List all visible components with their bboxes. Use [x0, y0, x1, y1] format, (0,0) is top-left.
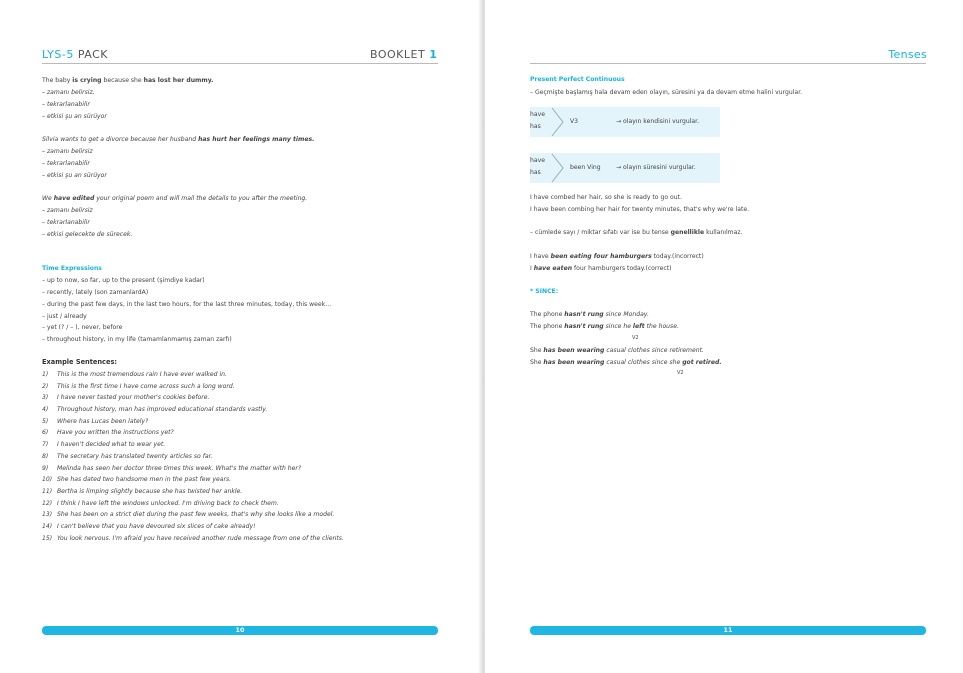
example-sentence-item — [42, 418, 344, 430]
example-text: The secretary has translated twenty articles so far. — [57, 452, 213, 460]
example-text: This is the first time I have come across such a long word. — [57, 382, 235, 390]
example-text: She has dated two handsome men in the past few years. — [57, 476, 232, 484]
example-number: 3) — [42, 394, 49, 402]
section-description: – Geçmişte başlamış hala devam eden olayın, süresini ya da devam etme halini vurgular. — [530, 89, 803, 96]
page-number: 10 — [235, 626, 245, 634]
time-expression-item: – throughout history, in my life (tamamlanmamış zaman zarfı) — [42, 336, 232, 343]
example-number: 1) — [42, 371, 49, 378]
example-correct: I have eaten four hamburgers today.(correct) — [530, 265, 672, 272]
example-text: You look nervous. I'm afraid you have received another rude message from one of the clients. — [57, 534, 344, 542]
example-sentence-item — [42, 383, 344, 395]
time-expression-item: – yet (? / – ), never, before — [42, 324, 123, 331]
example-sentence: I have been combing her hair for twenty minutes, that's why we're late. — [530, 206, 750, 213]
example-sentence-item — [42, 453, 344, 465]
formula-meaning: → olayın süresini vurgular. — [616, 164, 696, 171]
since-example: She has been wearing casual clothes since she got retired. — [530, 359, 722, 366]
example-sentence-item — [42, 500, 344, 512]
formula-meaning: → olayın kendisini vurgular. — [616, 118, 700, 125]
example-sentence-item — [42, 406, 344, 418]
paragraph-3-sentence: We have edited your original poem and will mail the details to you after the meeting. — [42, 195, 308, 202]
paragraph-2-note: – tekrarlanabilir — [42, 160, 90, 167]
paragraph-2-note: – zamanı belirsiz — [42, 148, 93, 155]
header-rule — [530, 63, 926, 64]
example-text: I can't believe that you have devoured six slices of cake already! — [57, 522, 256, 530]
page-number: 11 — [723, 626, 733, 634]
paragraph-1-sentence: The baby is crying because she has lost her dummy. — [42, 77, 214, 84]
example-number: 6) — [42, 429, 49, 437]
example-number: 13) — [42, 511, 53, 519]
header-tenses-title: Tenses — [888, 48, 927, 61]
example-text: She has been on a strict diet during the past few weeks, that's why she looks like a model. — [57, 511, 335, 519]
since-example: The phone hasn't rung since Monday. — [530, 311, 649, 318]
example-sentence-item — [42, 394, 344, 406]
example-sentence-item — [42, 511, 344, 523]
example-number: 4) — [42, 406, 49, 414]
example-number: 10) — [42, 476, 53, 484]
page-footer-bar — [42, 626, 438, 635]
example-number: 9) — [42, 464, 49, 472]
verb-form: V3 — [570, 118, 579, 125]
formula-box-v3 — [530, 107, 720, 137]
example-number: 12) — [42, 499, 53, 507]
example-text: I have never tasted your mother's cookies before. — [57, 394, 210, 402]
example-number: 11) — [42, 487, 53, 495]
paragraph-3-note: – tekrarlanabilir — [42, 219, 90, 226]
example-text: I haven't decided what to wear yet. — [57, 441, 166, 449]
time-expressions-heading: Time Expressions — [42, 265, 102, 272]
time-expression-item: – up to now, so far, up to the present (şimdiye kadar) — [42, 277, 205, 284]
example-text: Have you written the instructions yet? — [57, 429, 174, 437]
example-number: 5) — [42, 417, 49, 425]
example-text: I think I have left the windows unlocked. I'm driving back to check them. — [57, 499, 279, 507]
example-sentence-item — [42, 476, 344, 488]
verb-form-label: V2 — [677, 370, 684, 376]
example-sentence-item — [42, 465, 344, 477]
since-example: The phone hasn't rung since he left the house. — [530, 323, 679, 330]
verb-form: been Ving — [570, 164, 601, 171]
since-example: She has been wearing casual clothes since retirement. — [530, 347, 704, 354]
left-page — [0, 0, 481, 673]
auxiliary-has: has — [530, 169, 541, 176]
example-text: Melinda has seen her doctor three times this week. What's the matter with her? — [57, 464, 302, 472]
paragraph-3-note: – zamanı belirsiz — [42, 207, 93, 214]
paragraph-2-sentence: Silvia wants to get a divorce because her husband has hurt her feelings many times. — [42, 136, 315, 143]
chevron-right-icon — [550, 153, 566, 183]
paragraph-2-note: – etkisi şu an sürüyor — [42, 172, 107, 179]
example-sentence-item — [42, 371, 344, 383]
example-text: Throughout history, man has improved educational standards vastly. — [57, 406, 268, 414]
chevron-right-icon — [550, 107, 566, 137]
time-expression-item: – during the past few days, in the last two hours, for the last three minutes, today, this week… — [42, 301, 332, 308]
example-number: 7) — [42, 441, 49, 449]
paragraph-1-note: – zamanı belirsiz, — [42, 89, 95, 96]
auxiliary-have: have — [530, 111, 545, 118]
header-pack-title: LYS-5 PACK — [42, 48, 108, 61]
right-page — [485, 0, 963, 673]
example-number: 2) — [42, 382, 49, 390]
section-heading: Present Perfect Continuous — [530, 76, 625, 83]
time-expression-item: – just / already — [42, 313, 87, 320]
auxiliary-have: have — [530, 157, 545, 164]
example-text: Where has Lucas been lately? — [57, 417, 149, 425]
verb-form-label: V2 — [632, 335, 639, 341]
since-heading: * SINCE: — [530, 288, 559, 295]
example-sentence-item — [42, 441, 344, 453]
example-text: This is the most tremendous rain I have ever walked in. — [57, 371, 227, 378]
example-sentence-item — [42, 535, 344, 547]
formula-box-been-ving — [530, 153, 720, 183]
example-sentence: I have combed her hair, so she is ready to go out. — [530, 194, 682, 201]
page-footer-bar — [530, 626, 926, 635]
example-sentence-item — [42, 429, 344, 441]
example-sentences-heading: Example Sentences: — [42, 358, 118, 366]
example-sentences-list — [42, 371, 344, 546]
auxiliary-has: has — [530, 123, 541, 130]
header-booklet: BOOKLET 1 — [370, 48, 438, 61]
example-sentence-item — [42, 488, 344, 500]
paragraph-1-note: – etkisi şu an sürüyor — [42, 113, 107, 120]
paragraph-1-note: – tekrarlanabilir — [42, 101, 90, 108]
rule-note: – cümlede sayı / miktar sıfatı var ise bu tense genellikle kullanılmaz. — [530, 229, 743, 236]
example-number: 14) — [42, 522, 53, 530]
paragraph-3-note: – etkisi gelecekte de sürecek. — [42, 231, 133, 238]
example-number: 15) — [42, 534, 53, 542]
example-incorrect: I have been eating four hamburgers today.(incorrect) — [530, 253, 704, 260]
example-text: Bertha is limping slightly because she has twisted her ankle. — [57, 487, 243, 495]
time-expression-item: – recently, lately (son zamanlardA) — [42, 289, 149, 296]
example-number: 8) — [42, 452, 49, 460]
header-rule — [42, 63, 438, 64]
example-sentence-item — [42, 523, 344, 535]
